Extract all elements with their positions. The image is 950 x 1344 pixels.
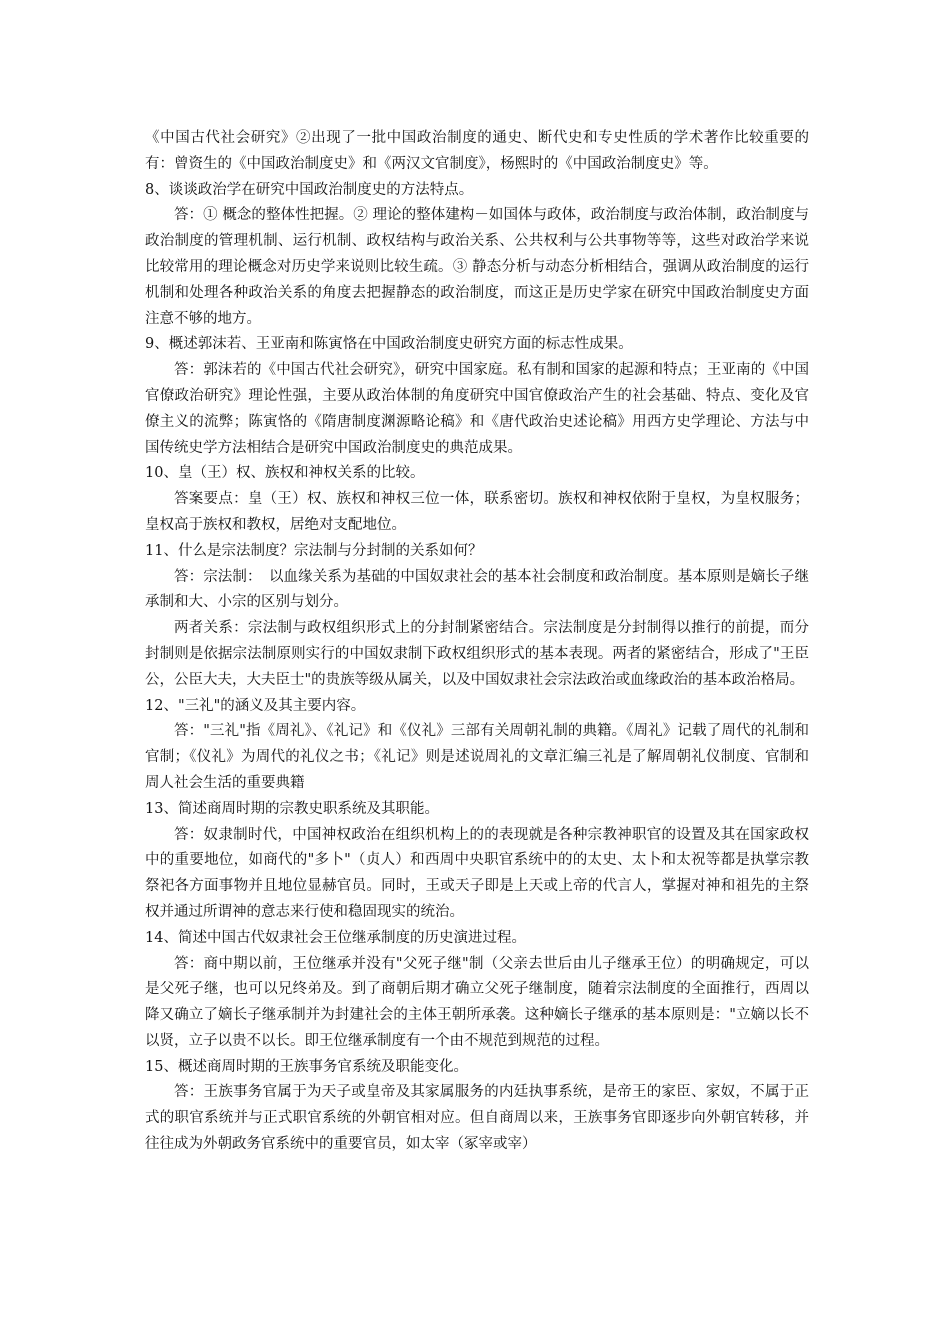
answer-11-definition: 答：宗法制： 以血缘关系为基础的中国奴隶社会的基本社会制度和政治制度。基本原则是嫡长子继承制和大、小宗的区别与划分。 — [145, 568, 809, 611]
answer-13: 答：奴隶制时代，中国神权政治在组织机构上的的表现就是各种宗教神职官的设置及其在国家政权中的重要地位，如商代的"多卜"（贞人）和西周中央职官系统中的的太史、太卜和太祝等都是执掌宗教祭祀各方面事物并且地位显赫官员。同时，王或天子即是上天或上帝的代言人，掌握对神和祖先的主祭权并通过所谓神的意志来行使和稳固现实的统治。 — [145, 826, 809, 920]
answer-15: 答：王族事务官属于为天子或皇帝及其家属服务的内廷执事系统，是帝王的家臣、家奴，不属于正式的职官系统并与正式职官系统的外朝官相对应。但自商周以来，王族事务官即逐步向外朝官转移，并往往成为外朝政务官系统中的重要官员，如太宰（冢宰或宰） — [145, 1084, 809, 1153]
answer-11-relation: 两者关系：宗法制与政权组织形式上的分封制紧密结合。宗法制度是分封制得以推行的前提，而分封制则是依据宗法制原则实行的中国奴隶制下政权组织形式的基本表现。两者的紧密结合，形成了"王臣公，公臣大夫，大夫臣士"的贵族等级从属关，以及中国奴隶社会宗法政治或血缘政治的基本政治格局。 — [145, 620, 809, 688]
question-8: 8、谈谈政治学在研究中国政治制度史的方法特点。 — [145, 181, 474, 198]
question-9: 9、概述郭沫若、王亚南和陈寅恪在中国政治制度史研究方面的标志性成果。 — [145, 336, 633, 353]
question-10: 10、皇（王）权、族权和神权关系的比较。 — [145, 465, 425, 482]
answer-10: 答案要点：皇（王）权、族权和神权三位一体，联系密切。族权和神权依附于皇权，为皇权服务；皇权高于族权和教权，居绝对支配地位。 — [145, 491, 809, 533]
question-14: 14、简述中国古代奴隶社会王位继承制度的历史演进过程。 — [145, 929, 526, 946]
question-12: 12、"三礼"的涵义及其主要内容。 — [145, 697, 366, 714]
question-13: 13、简述商周时期的宗教史职系统及其职能。 — [145, 800, 439, 817]
paragraph-continuation: 《中国古代社会研究》②出现了一批中国政治制度的通史、断代史和专史性质的学术著作比较重要的有：曾资生的《中国政治制度史》和《两汉文官制度》，杨熙时的《中国政治制度史》等。 — [145, 130, 809, 172]
answer-8: 答：① 概念的整体性把握。② 理论的整体建构－如国体与政体，政治制度与政治体制，政治制度与政治制度的管理机制、运行机制、政权结构与政治关系、公共权利与公共事物等等，这些对政治学来说比较常用的理论概念对历史学来说则比较生疏。③ 静态分析与动态分析相结合，强调从政治制度的运行机制和处理各种政治关系的角度去把握静态的政治制度，而这正是历史学家在研究中国政治制度史方面注意不够的地方。 — [145, 207, 809, 327]
question-15: 15、概述商周时期的王族事务官系统及职能变化。 — [145, 1058, 468, 1075]
answer-9: 答：郭沫若的《中国古代社会研究》，研究中国家庭。私有制和国家的起源和特点；王亚南的《中国官僚政治研究》理论性强，主要从政治体制的角度研究中国官僚政治产生的社会基础、特点、变化及官僚主义的流弊；陈寅恪的《隋唐制度渊源略论稿》和《唐代政治史述论稿》用西方史学理论、方法与中国传统史学方法相结合是研究中国政治制度史的典范成果。 — [145, 362, 809, 456]
answer-14: 答：商中期以前，王位继承并没有"父死子继"制（父亲去世后由儿子继承王位）的明确规定，可以是父死子继，也可以兄终弟及。到了商朝后期才确立父死子继制度，随着宗法制度的全面推行，西周以降又确立了嫡长子继承制并为封建社会的主体王朝所承袭。这种嫡长子继承的基本原则是："立嫡以长不以贤，立子以贵不以长。即王位继承制度有一个由不规范到规范的过程。 — [145, 955, 809, 1049]
document-page — [145, 126, 809, 1158]
question-11: 11、什么是宗法制度？宗法制与分封制的关系如何？ — [145, 542, 483, 559]
answer-12: 答："三礼"指《周礼》、《礼记》和《仪礼》三部有关周朝礼制的典籍。《周礼》记载了周代的礼制和官制；《仪礼》为周代的礼仪之书；《礼记》则是述说周礼的文章汇编三礼是了解周朝礼仪制度、官制和周人社会生活的重要典籍 — [145, 723, 809, 791]
